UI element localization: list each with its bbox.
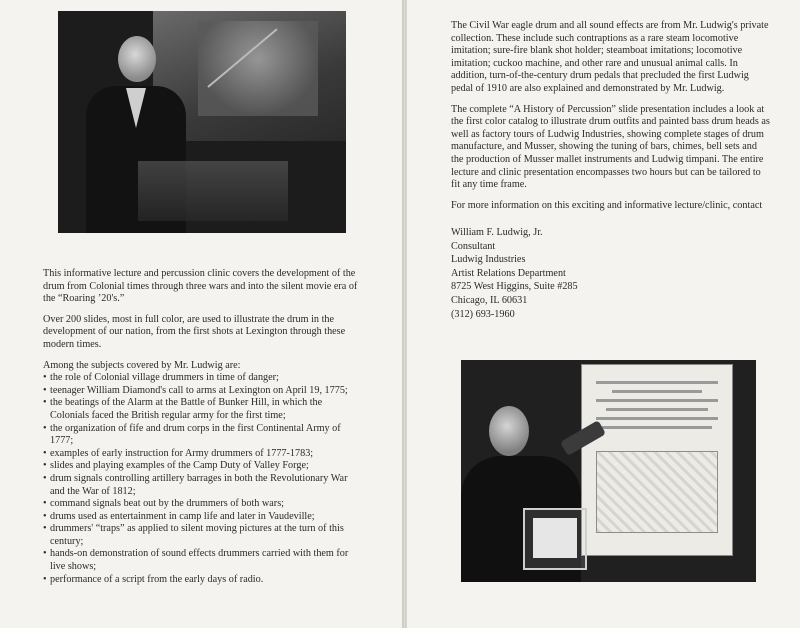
- list-item: • the role of Colonial village drummers in time of danger;: [43, 372, 363, 385]
- contact-city: Chicago, IL 60631: [451, 294, 528, 306]
- photo-ludwig-lecturing: [58, 11, 346, 233]
- list-item: • the organization of fife and drum corps in the first Continental Army of 1777;: [43, 423, 363, 448]
- presentation-paragraph: The complete “A History of Percussion” slide presentation includes a look at the first color catalog to illustrate drum outfits and painted bass drum heads as well as factory tours of Ludwig Industries, showing complete stages of drum manufacture, and Musser, showing the tuning of bars, chimes, bell sets and the production of Musser mallet instruments and Ludwig timpani. The entire lecture and clinic presentation encompasses two hours but can be tailored to fit any time frame.: [451, 103, 770, 191]
- contact-block: [451, 226, 701, 321]
- collection-paragraph: The Civil War eagle drum and all sound effects are from Mr. Ludwig's private collection. These include such contraptions as a rare steam locomotive imitation; sure-fire blank shot holder; steamboat imitations; locomotive imitation; cuckoo machine, and other rare and unusual animal calls. In addition, turn-of-the-century drum pedals that precluded the first Ludwig pedal of 1910 are also explained and demonstrated by Mr. Ludwig.: [451, 20, 769, 94]
- contact-intro: For more information on this exciting and informative lecture/clinic, contact: [451, 199, 763, 211]
- presenter-head: [489, 406, 529, 456]
- list-item: • hands-on demonstration of sound effects drummers carried with them for live shows;: [43, 548, 363, 573]
- subjects-list: [43, 372, 363, 586]
- list-item: • teenager William Diamond's call to arms at Lexington on April 19, 1775;: [43, 385, 363, 398]
- right-page-text: [451, 20, 771, 212]
- list-item: • the beatings of the Alarm at the Battle of Bunker Hill, in which the Colonials faced the British regular army for the first time;: [43, 397, 363, 422]
- list-item: • examples of early instruction for Army drummers of 1777-1783;: [43, 448, 363, 461]
- poster-illustration: [596, 451, 718, 533]
- photo-ludwig-with-poster: [461, 360, 756, 582]
- intro-paragraph: This informative lecture and percussion clinic covers the development of the drum from Colonial times through three wars and into the silent movie era of the “Roaring ’20's.”: [43, 268, 358, 305]
- display-box: [523, 508, 587, 570]
- presenter-head: [118, 36, 156, 82]
- poster-display: [581, 364, 733, 556]
- slides-paragraph: Over 200 slides, most in full color, are used to illustrate the drum in the development of our nation, from the first shots at Lexington through these modern times.: [43, 313, 346, 350]
- contact-department: Artist Relations Department: [451, 267, 566, 279]
- subjects-intro: Among the subjects covered by Mr. Ludwig are:: [43, 359, 241, 371]
- list-item: • performance of a script from the early days of radio.: [43, 574, 363, 587]
- projection-screen: [198, 21, 318, 116]
- list-item: • drum signals controlling artillery barrages in both the Revolutionary War and the War of 1812;: [43, 473, 363, 498]
- contact-title: Consultant: [451, 240, 496, 252]
- list-item: • slides and playing examples of the Camp Duty of Valley Forge;: [43, 460, 363, 473]
- sound-effects-table: [138, 161, 288, 221]
- contact-company: Ludwig Industries: [451, 254, 526, 266]
- contact-name: William F. Ludwig, Jr.: [451, 227, 543, 238]
- list-item: • command signals beat out by the drummers of both wars;: [43, 498, 363, 511]
- list-item: • drummers' “traps” as applied to silent moving pictures at the turn of this century;: [43, 523, 363, 548]
- list-item: • drums used as entertainment in camp life and later in Vaudeville;: [43, 511, 363, 524]
- contact-street: 8725 West Higgins, Suite #285: [451, 281, 578, 293]
- left-page-text: [43, 268, 363, 586]
- contact-phone: (312) 693-1960: [451, 308, 515, 320]
